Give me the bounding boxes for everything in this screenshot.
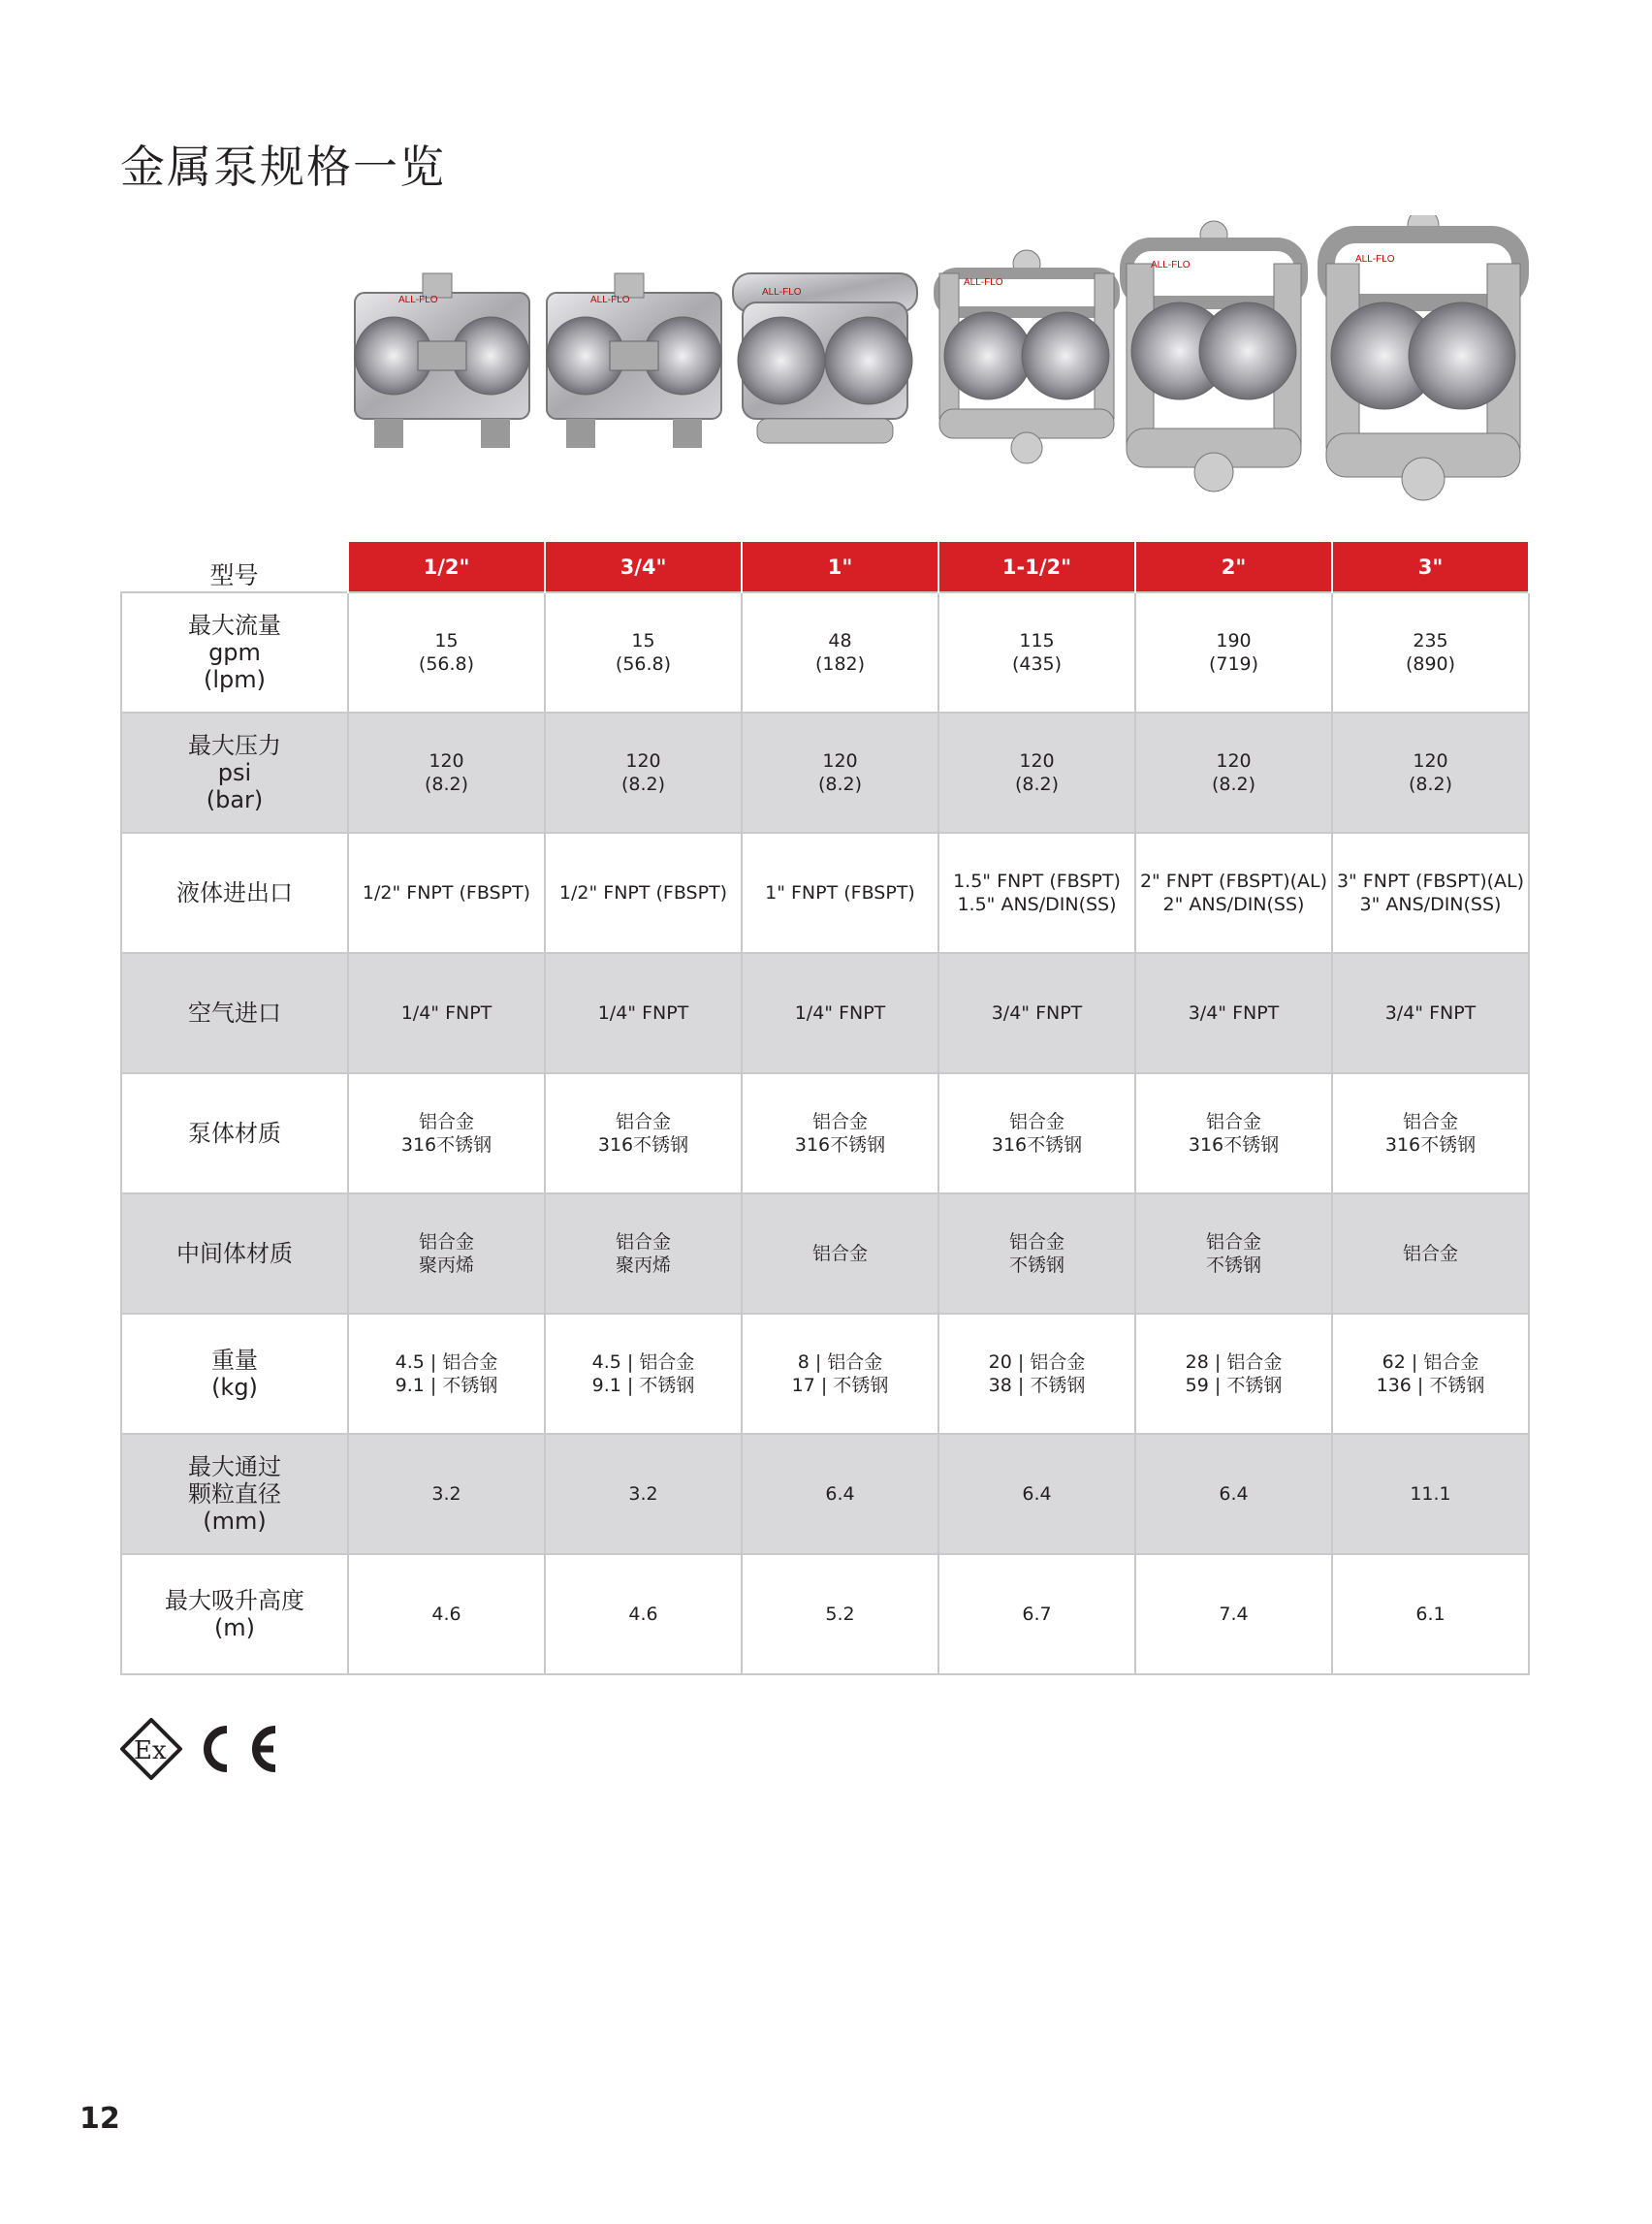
table-cell bbox=[938, 833, 1135, 953]
size-header: 1" bbox=[742, 541, 938, 592]
pump-2-inch-image bbox=[1127, 221, 1301, 492]
row-label bbox=[121, 953, 348, 1073]
table-cell bbox=[348, 713, 545, 833]
cell-line: 1/2" FNPT (FBSPT) bbox=[362, 882, 531, 904]
table-cell bbox=[1135, 1314, 1332, 1434]
cell-line: 1/2" FNPT (FBSPT) bbox=[558, 882, 728, 904]
table-cell bbox=[1332, 1193, 1529, 1314]
table-cell bbox=[1135, 1073, 1332, 1193]
cell-line: 3/4" FNPT bbox=[1188, 1002, 1280, 1024]
spec-table-body bbox=[121, 592, 1529, 1674]
cell-line: (719) bbox=[1208, 653, 1259, 675]
row-label bbox=[121, 1193, 348, 1314]
cell-line: 1" FNPT (FBSPT) bbox=[765, 882, 915, 904]
table-cell bbox=[1332, 592, 1529, 713]
table-cell bbox=[1135, 953, 1332, 1073]
row-label-line: 最大压力 bbox=[188, 732, 281, 759]
cell-line: (8.2) bbox=[1408, 774, 1453, 795]
cell-line: 8 | 铝合金 bbox=[797, 1351, 883, 1373]
cell-line: 190 bbox=[1216, 630, 1252, 651]
row-label-line: 最大吸升高度 bbox=[165, 1587, 304, 1614]
cell-line: 120 bbox=[429, 750, 464, 772]
cell-line: 铝合金 bbox=[615, 1231, 671, 1253]
table-cell bbox=[545, 1073, 742, 1193]
table-row bbox=[121, 1073, 1529, 1193]
table-cell bbox=[938, 1554, 1135, 1674]
table-cell bbox=[938, 1193, 1135, 1314]
cell-line: 115 bbox=[1019, 630, 1055, 651]
row-label-line: gpm bbox=[208, 639, 261, 666]
table-cell bbox=[1135, 1554, 1332, 1674]
size-header: 3/4" bbox=[545, 541, 742, 592]
cell-line: 4.6 bbox=[628, 1604, 658, 1625]
cell-line: 铝合金 bbox=[418, 1111, 474, 1132]
table-cell bbox=[742, 713, 938, 833]
row-label bbox=[121, 592, 348, 713]
row-label bbox=[121, 713, 348, 833]
svg-text:ALL-FLO: ALL-FLO bbox=[590, 295, 630, 305]
row-label-line: psi bbox=[217, 759, 252, 786]
cell-line: 6.1 bbox=[1415, 1604, 1446, 1625]
table-cell bbox=[742, 592, 938, 713]
cell-line: 铝合金 bbox=[1205, 1231, 1261, 1253]
row-label-line: 重量 bbox=[211, 1347, 258, 1374]
cell-line: 120 bbox=[1413, 750, 1448, 772]
cell-line: 38 | 不锈钢 bbox=[988, 1375, 1086, 1396]
table-cell bbox=[1135, 1193, 1332, 1314]
cell-line: (8.2) bbox=[817, 774, 863, 795]
row-label-line: (m) bbox=[213, 1614, 256, 1641]
cell-line: 6.4 bbox=[1219, 1483, 1249, 1505]
cell-line: (56.8) bbox=[418, 653, 475, 675]
cell-line: (8.2) bbox=[620, 774, 666, 795]
cell-line: 6.4 bbox=[1022, 1483, 1052, 1505]
cell-line: 不锈钢 bbox=[1008, 1255, 1064, 1276]
certification-marks bbox=[120, 1718, 285, 1780]
table-cell bbox=[938, 592, 1135, 713]
cell-line: 6.4 bbox=[825, 1483, 855, 1505]
cell-line: (8.2) bbox=[424, 774, 469, 795]
size-header: 2" bbox=[1135, 541, 1332, 592]
row-label-line: 最大通过 bbox=[188, 1453, 281, 1480]
cell-line: 120 bbox=[1216, 750, 1252, 772]
table-cell bbox=[348, 1193, 545, 1314]
table-cell bbox=[1332, 833, 1529, 953]
table-cell bbox=[938, 1073, 1135, 1193]
cell-line: 铝合金 bbox=[418, 1231, 474, 1253]
cell-line: 铝合金 bbox=[1205, 1111, 1261, 1132]
cell-line: 1/4" FNPT bbox=[597, 1002, 689, 1024]
cell-line: 2" ANS/DIN(SS) bbox=[1162, 894, 1305, 915]
table-cell bbox=[348, 1073, 545, 1193]
cell-line: 62 | 铝合金 bbox=[1382, 1351, 1479, 1373]
cell-line: 120 bbox=[1019, 750, 1055, 772]
cell-line: 136 | 不锈钢 bbox=[1376, 1375, 1485, 1396]
cell-line: 11.1 bbox=[1410, 1483, 1451, 1505]
cell-line: 7.4 bbox=[1219, 1604, 1249, 1625]
cell-line: 1.5" FNPT (FBSPT) bbox=[953, 871, 1121, 892]
cell-line: 4.5 | 铝合金 bbox=[395, 1351, 498, 1373]
cell-line: 17 | 不锈钢 bbox=[791, 1375, 889, 1396]
table-cell bbox=[348, 1314, 545, 1434]
table-cell bbox=[1135, 713, 1332, 833]
row-label bbox=[121, 1554, 348, 1674]
cell-line: 120 bbox=[822, 750, 858, 772]
cell-line: (890) bbox=[1405, 653, 1456, 675]
cell-line: 15 bbox=[434, 630, 459, 651]
table-row bbox=[121, 1554, 1529, 1674]
size-header: 1/2" bbox=[348, 541, 545, 592]
cell-line: 铝合金 bbox=[811, 1111, 868, 1132]
cell-line: (8.2) bbox=[1014, 774, 1060, 795]
table-cell bbox=[348, 1434, 545, 1554]
cell-line: 316不锈钢 bbox=[1188, 1134, 1280, 1156]
cell-line: 4.6 bbox=[431, 1604, 461, 1625]
table-cell bbox=[545, 1554, 742, 1674]
svg-text:Ex: Ex bbox=[134, 1736, 167, 1765]
table-cell bbox=[938, 953, 1135, 1073]
cell-line: 5.2 bbox=[825, 1604, 855, 1625]
table-cell bbox=[742, 1434, 938, 1554]
cell-line: 3" ANS/DIN(SS) bbox=[1359, 894, 1502, 915]
table-row bbox=[121, 833, 1529, 953]
row-label-line: (lpm) bbox=[203, 666, 266, 693]
table-row bbox=[121, 713, 1529, 833]
table-cell bbox=[348, 953, 545, 1073]
spec-table bbox=[120, 540, 1530, 1675]
cell-line: 1/4" FNPT bbox=[400, 1002, 492, 1024]
table-cell bbox=[1332, 713, 1529, 833]
row-label-line: 颗粒直径 bbox=[188, 1480, 281, 1508]
cell-line: 铝合金 bbox=[615, 1111, 671, 1132]
table-cell bbox=[742, 1073, 938, 1193]
table-cell bbox=[1332, 1554, 1529, 1674]
cell-line: 3/4" FNPT bbox=[1384, 1002, 1477, 1024]
size-header-row bbox=[121, 541, 1529, 592]
cell-line: 6.7 bbox=[1022, 1604, 1052, 1625]
row-label bbox=[121, 1434, 348, 1554]
table-cell bbox=[742, 953, 938, 1073]
row-label bbox=[121, 1073, 348, 1193]
cell-line: 28 | 铝合金 bbox=[1185, 1351, 1283, 1373]
pump-3-4-inch-image bbox=[547, 273, 721, 448]
table-row bbox=[121, 1193, 1529, 1314]
pump-1-1-2-inch-image bbox=[939, 250, 1114, 463]
row-label-line: 液体进出口 bbox=[176, 879, 293, 906]
cell-line: (182) bbox=[814, 653, 866, 675]
cell-line: 3.2 bbox=[431, 1483, 461, 1505]
cell-line: 1/4" FNPT bbox=[794, 1002, 886, 1024]
cell-line: 316不锈钢 bbox=[1384, 1134, 1477, 1156]
row-label bbox=[121, 833, 348, 953]
cell-line: 316不锈钢 bbox=[597, 1134, 689, 1156]
cell-line: 铝合金 bbox=[1402, 1111, 1458, 1132]
row-label-line: (bar) bbox=[206, 786, 264, 813]
table-cell bbox=[545, 953, 742, 1073]
row-label-line: (kg) bbox=[211, 1374, 258, 1401]
table-cell bbox=[1135, 833, 1332, 953]
size-header: 1-1/2" bbox=[938, 541, 1135, 592]
table-cell bbox=[1332, 1434, 1529, 1554]
table-row bbox=[121, 953, 1529, 1073]
cell-line: 铝合金 bbox=[1008, 1231, 1064, 1253]
pump-1-2-inch-image bbox=[355, 273, 529, 448]
cell-line: (435) bbox=[1011, 653, 1063, 675]
table-cell bbox=[1135, 1434, 1332, 1554]
table-cell bbox=[938, 1314, 1135, 1434]
cell-line: 9.1 | 不锈钢 bbox=[395, 1375, 498, 1396]
size-header: 3" bbox=[1332, 541, 1529, 592]
cell-line: 聚丙烯 bbox=[418, 1255, 474, 1276]
table-cell bbox=[545, 713, 742, 833]
table-cell bbox=[1332, 1073, 1529, 1193]
row-label-line: (mm) bbox=[203, 1508, 267, 1535]
table-cell bbox=[545, 1193, 742, 1314]
cell-line: 120 bbox=[625, 750, 661, 772]
table-cell bbox=[938, 1434, 1135, 1554]
cell-line: 2" FNPT (FBSPT)(AL) bbox=[1139, 871, 1328, 892]
cell-line: 3/4" FNPT bbox=[991, 1002, 1083, 1024]
cell-line: 235 bbox=[1413, 630, 1448, 651]
table-row bbox=[121, 1434, 1529, 1554]
cell-line: 铝合金 bbox=[811, 1243, 868, 1264]
pump-1-inch-image bbox=[733, 273, 917, 443]
ce-mark-icon bbox=[207, 1730, 275, 1768]
svg-text:ALL-FLO: ALL-FLO bbox=[1355, 254, 1395, 265]
cell-line: 316不锈钢 bbox=[991, 1134, 1083, 1156]
cell-line: 4.5 | 铝合金 bbox=[591, 1351, 695, 1373]
cell-line: 不锈钢 bbox=[1205, 1255, 1261, 1276]
table-cell bbox=[938, 713, 1135, 833]
cell-line: 59 | 不锈钢 bbox=[1185, 1375, 1283, 1396]
table-cell bbox=[742, 1554, 938, 1674]
cell-line: (8.2) bbox=[1211, 774, 1256, 795]
cell-line: 316不锈钢 bbox=[400, 1134, 492, 1156]
table-cell bbox=[348, 1554, 545, 1674]
table-cell bbox=[742, 1193, 938, 1314]
table-cell bbox=[348, 592, 545, 713]
model-label: 型号 bbox=[121, 541, 348, 592]
cell-line: 20 | 铝合金 bbox=[988, 1351, 1086, 1373]
table-cell bbox=[1332, 1314, 1529, 1434]
row-label-line: 泵体材质 bbox=[188, 1120, 281, 1147]
cell-line: 铝合金 bbox=[1008, 1111, 1064, 1132]
table-row bbox=[121, 1314, 1529, 1434]
table-cell bbox=[545, 592, 742, 713]
cell-line: 9.1 | 不锈钢 bbox=[591, 1375, 695, 1396]
table-cell bbox=[1332, 953, 1529, 1073]
row-label-line: 中间体材质 bbox=[176, 1240, 293, 1267]
pump-images bbox=[345, 215, 1538, 506]
table-cell bbox=[1135, 592, 1332, 713]
table-cell bbox=[348, 833, 545, 953]
row-label-line: 空气进口 bbox=[188, 1000, 281, 1027]
svg-text:ALL-FLO: ALL-FLO bbox=[964, 277, 1003, 288]
cell-line: 3" FNPT (FBSPT)(AL) bbox=[1336, 871, 1525, 892]
table-cell bbox=[545, 1314, 742, 1434]
svg-text:ALL-FLO: ALL-FLO bbox=[398, 295, 438, 305]
row-label bbox=[121, 1314, 348, 1434]
cell-line: 3.2 bbox=[628, 1483, 658, 1505]
table-row bbox=[121, 592, 1529, 713]
page-title: 金属泵规格一览 bbox=[120, 141, 446, 193]
table-cell bbox=[742, 1314, 938, 1434]
cell-line: 48 bbox=[828, 630, 852, 651]
atex-ex-icon bbox=[122, 1720, 180, 1778]
table-cell bbox=[545, 1434, 742, 1554]
row-label-line: 最大流量 bbox=[188, 612, 281, 639]
pump-3-inch-image bbox=[1326, 215, 1520, 500]
svg-text:ALL-FLO: ALL-FLO bbox=[1151, 260, 1191, 270]
cell-line: 聚丙烯 bbox=[615, 1255, 671, 1276]
svg-text:ALL-FLO: ALL-FLO bbox=[762, 287, 802, 298]
pump-image-strip bbox=[345, 215, 1538, 506]
cell-line: 1.5" ANS/DIN(SS) bbox=[957, 894, 1117, 915]
table-cell bbox=[742, 833, 938, 953]
cell-line: (56.8) bbox=[615, 653, 672, 675]
cell-line: 316不锈钢 bbox=[794, 1134, 886, 1156]
cell-line: 铝合金 bbox=[1402, 1243, 1458, 1264]
cell-line: 15 bbox=[631, 630, 655, 651]
page-number: 12 bbox=[79, 2102, 120, 2136]
table-cell bbox=[545, 833, 742, 953]
